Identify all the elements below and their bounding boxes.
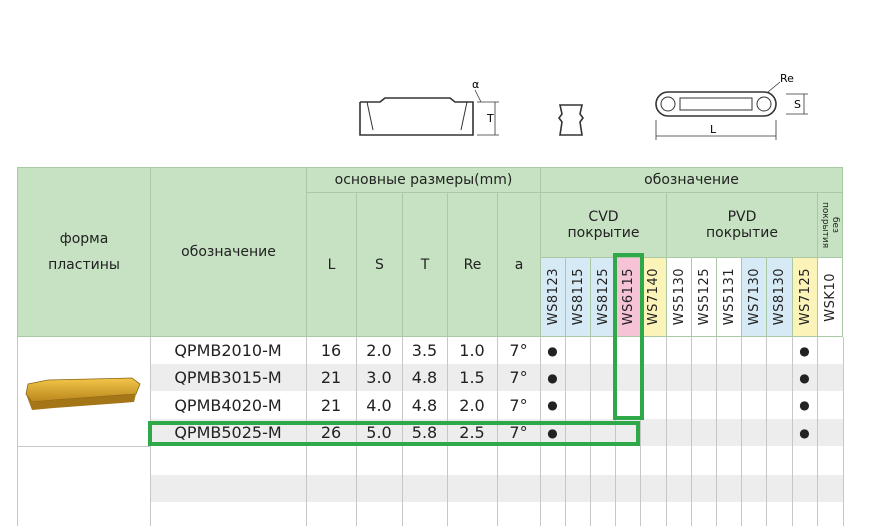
header-shape-line2: пластины	[48, 257, 120, 273]
profile-diagram	[355, 80, 505, 140]
a-cell: 7°	[509, 341, 528, 360]
grade-ws5130	[666, 257, 692, 337]
grade-label: WS5131	[721, 268, 737, 326]
t-cell: 4.8	[411, 368, 438, 387]
end-view-diagram	[556, 102, 586, 138]
grid-line	[817, 337, 818, 526]
s-cell: 4.0	[366, 395, 392, 415]
dot-ws8123: ●	[547, 370, 558, 385]
grade-ws8130	[766, 257, 793, 337]
dim-a	[497, 192, 541, 337]
code-cell: QPMB3015-M	[174, 368, 282, 387]
grade-ws7140	[640, 257, 667, 337]
grade-ws8123	[540, 257, 566, 337]
grid-line	[666, 337, 667, 526]
grade-label: WS8115	[570, 268, 586, 326]
re-label: Re	[780, 72, 794, 85]
grade-label: WS6115	[620, 268, 636, 326]
uncoated-group	[817, 192, 843, 258]
grade-label: WS7140	[646, 268, 661, 326]
dim-Re	[447, 192, 498, 337]
a-cell: 7°	[509, 423, 528, 442]
t-cell: 5.8	[411, 423, 438, 442]
cvd-line2: покрытие	[567, 225, 640, 241]
header-designation2-label: обозначение	[644, 172, 739, 188]
dim-label: L	[327, 256, 336, 273]
code-cell: QPMB4020-M	[174, 395, 282, 415]
dot-ws7125: ●	[799, 425, 810, 440]
grid-line	[17, 337, 18, 526]
grid-line	[843, 337, 844, 526]
header-main-dims	[306, 167, 541, 193]
s-cell: 5.0	[366, 423, 392, 442]
header-designation2	[540, 167, 843, 193]
dot-ws7125: ●	[799, 370, 810, 385]
uncoated-label: без покрытия	[820, 201, 840, 249]
dot-ws8123: ●	[547, 425, 558, 440]
insert-image	[24, 368, 144, 418]
grid-line	[766, 337, 767, 526]
t-cell: 4.8	[411, 395, 438, 415]
header-designation-label: обозначение	[181, 244, 276, 260]
grade-label: WS5130	[671, 268, 687, 326]
s-label: S	[794, 98, 801, 111]
header-main-dims-label: основные размеры(mm)	[334, 172, 513, 188]
dim-label: a	[514, 256, 524, 273]
highlight-ws6115-column	[613, 253, 644, 420]
s-cell: 2.0	[366, 341, 392, 360]
t-cell: 3.5	[411, 341, 438, 360]
dim-S	[356, 192, 403, 337]
l-cell: 26	[320, 423, 342, 442]
grid-line	[691, 337, 692, 526]
grade-label: WS8130	[772, 268, 787, 326]
re-cell: 2.0	[459, 395, 485, 415]
dot-ws7125: ●	[799, 343, 810, 358]
l-cell: 21	[320, 395, 342, 415]
code-cell: QPMB5025-M	[174, 423, 282, 442]
re-cell: 2.5	[459, 423, 485, 442]
pvd-line2: покрытие	[706, 225, 778, 241]
grade-label: WS7125	[797, 268, 813, 326]
a-cell: 7°	[509, 368, 528, 387]
l-cell: 21	[320, 368, 342, 387]
l-cell: 16	[320, 341, 342, 360]
dot-ws7125: ●	[799, 398, 810, 412]
grade-ws7130	[741, 257, 767, 337]
re-cell: 1.5	[459, 368, 485, 387]
top-view-diagram	[648, 70, 813, 142]
grade-ws5131	[716, 257, 742, 337]
dim-label: S	[375, 256, 384, 273]
re-cell: 1.0	[459, 341, 485, 360]
grade-ws8115	[565, 257, 591, 337]
dot-ws8123: ●	[547, 398, 558, 412]
grade-label: WS8123	[545, 268, 561, 326]
cvd-group	[540, 192, 667, 258]
grid-line	[741, 337, 742, 526]
l-label: L	[710, 123, 717, 136]
header-designation	[150, 167, 307, 337]
grade-label: WS5125	[696, 268, 712, 326]
dim-label: T	[420, 256, 430, 273]
header-shape-line1: форма	[59, 231, 109, 247]
header-shape	[17, 167, 151, 337]
grid-line	[716, 337, 717, 526]
s-cell: 3.0	[366, 368, 392, 387]
grade-label: WS8125	[595, 268, 611, 326]
grade-ws7125	[792, 257, 818, 337]
grade-label: WS7130	[746, 268, 762, 326]
t-label: T	[487, 112, 494, 125]
cvd-line1: CVD	[588, 209, 619, 225]
grade-label: WSK10	[822, 272, 838, 322]
highlight-qpmb5025-row	[148, 421, 640, 446]
grid-line	[17, 446, 151, 447]
dim-label: Re	[463, 256, 482, 273]
grade-ws5125	[691, 257, 717, 337]
dim-L	[306, 192, 357, 337]
code-cell: QPMB2010-M	[174, 341, 282, 360]
alpha-label: α	[472, 80, 480, 91]
a-cell: 7°	[509, 395, 528, 415]
pvd-line1: PVD	[727, 209, 757, 225]
dot-ws8123: ●	[547, 343, 558, 358]
pvd-group	[666, 192, 818, 258]
grade-wsk10	[817, 257, 843, 337]
dim-T	[402, 192, 448, 337]
